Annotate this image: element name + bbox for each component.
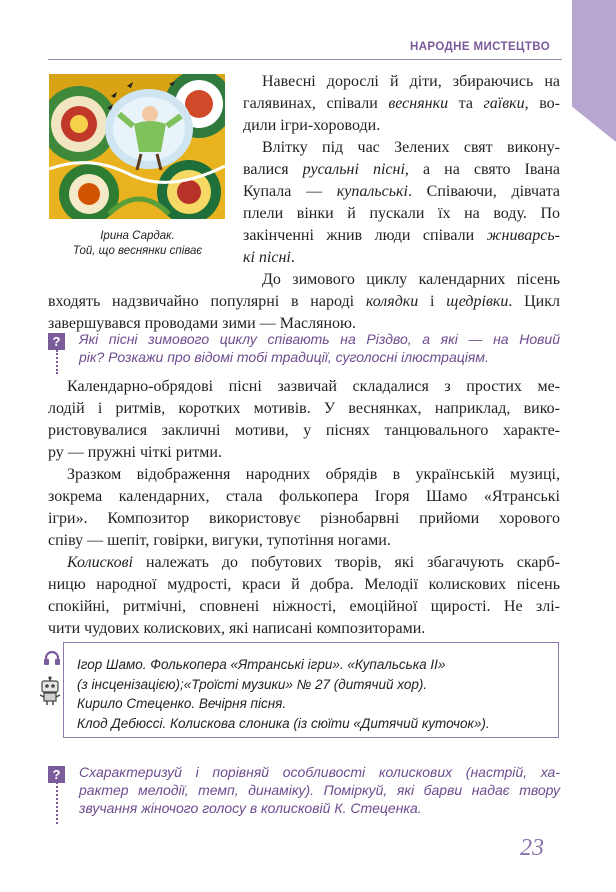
- folk-art-painting: [49, 74, 225, 219]
- question-dots: [56, 782, 58, 824]
- caption-author: Ірина Сардак.: [100, 230, 175, 242]
- listening-item: Ігор Шамо. Фолькопера «Ятранські ігри». «Купальська ІІ»: [77, 657, 446, 672]
- question-line: Схарактеризуй і порівняй особливості колискових (настрій, ха-: [79, 764, 560, 780]
- text-line: ру — пружні чіткі ритми.: [48, 444, 222, 461]
- text-line: Навесні дорослі й діти, збираючись на: [262, 73, 560, 90]
- text-line: чити чудових колискових, які написані композиторами.: [48, 620, 426, 637]
- text-line: завершувався проводами зими — Масляною.: [48, 315, 357, 332]
- listening-list: [77, 655, 547, 733]
- text-line: спокійні, ритмічні, сповнені ніжності, емоційної щирості. Не злі-: [48, 598, 560, 615]
- text-line: галявинах, співали веснянки та гаївки, во-: [243, 95, 560, 112]
- text-line: входять надзвичайно популярні в народі колядки і щедрівки. Цикл: [48, 293, 560, 310]
- corner-tab-decoration: [572, 0, 616, 142]
- text-line: До зимового циклу календарних пісень: [262, 271, 560, 288]
- text-line: ницю народної мудрості, краси й добра. Мелодії колискових пісень: [48, 576, 560, 593]
- header-rule: [48, 59, 562, 60]
- figure-caption: [46, 229, 229, 258]
- text-line: кі пісні.: [243, 249, 295, 266]
- text-line: Зразком відображення народних обрядів в українській музиці,: [67, 466, 560, 483]
- question-line: рік? Розкажи про відомі тобі традиції, суголосні ілюстраціям.: [79, 349, 489, 365]
- text-line: Колискові належать до побутових творів, які збагачують скарб-: [67, 554, 560, 571]
- question-line: звучання жіночого голосу в колисковій К. Стеценка.: [79, 800, 422, 816]
- text-line: закінченні жнив люди співали жниварсь-: [243, 227, 560, 244]
- text-line: Календарно-обрядові пісні зазвичай складалися з простих ме-: [67, 378, 560, 395]
- question-mark-icon: ?: [48, 766, 65, 783]
- text-line: співу — шепіт, говірки, вигуки, тупотіння ногами.: [48, 532, 391, 549]
- page-number: 23: [520, 835, 544, 861]
- text-line: лодій і ритмів, коротких мотивів. У веснянках, наприклад, вико-: [48, 400, 560, 417]
- caption-title: Той, що веснянки співає: [72, 244, 203, 257]
- listening-item: Клод Дебюссі. Колискова слоника (із сюїти «Дитячий куточок»).: [77, 715, 490, 731]
- text-line: ристовувалися закличні мотиви, у піснях танцювального характе-: [48, 422, 560, 439]
- robot-icon: [37, 676, 63, 706]
- text-line: дили ігри-хороводи.: [243, 117, 381, 134]
- section-title: НАРОДНЕ МИСТЕЦТВО: [410, 41, 551, 53]
- text-line: зокрема календарних, стала фолькопера Ігоря Шамо «Ятранські: [48, 488, 560, 505]
- text-line: Купала — купальські. Співаючи, дівчата: [243, 183, 560, 200]
- question-line: рактер мелодії, темп, динаміку). Поміркуй, які барви надає твору: [79, 782, 560, 798]
- text-line: Влітку під час Зелених свят викону-: [262, 139, 560, 156]
- question-mark-icon: ?: [48, 333, 65, 350]
- listening-item: (з інсценізацією);«Троїсті музики» № 27 (дитячий хор).: [77, 676, 428, 692]
- text-line: валися русальні пісні, а на свято Івана: [243, 161, 560, 178]
- text-line: ігри». Композитор використовує різнобарвні прийоми хорового: [48, 510, 560, 527]
- question-2: [79, 763, 560, 817]
- text-line: плели вінки й пускали їх на воду. По: [243, 205, 560, 222]
- listening-item: Кирило Стеценко. Вечірня пісня.: [77, 696, 287, 711]
- question-1: [79, 330, 560, 366]
- question-dots: [56, 350, 58, 374]
- question-line: Які пісні зимового циклу співають на Різдво, а які — на Новий: [79, 331, 560, 347]
- headphones-icon: [43, 650, 61, 666]
